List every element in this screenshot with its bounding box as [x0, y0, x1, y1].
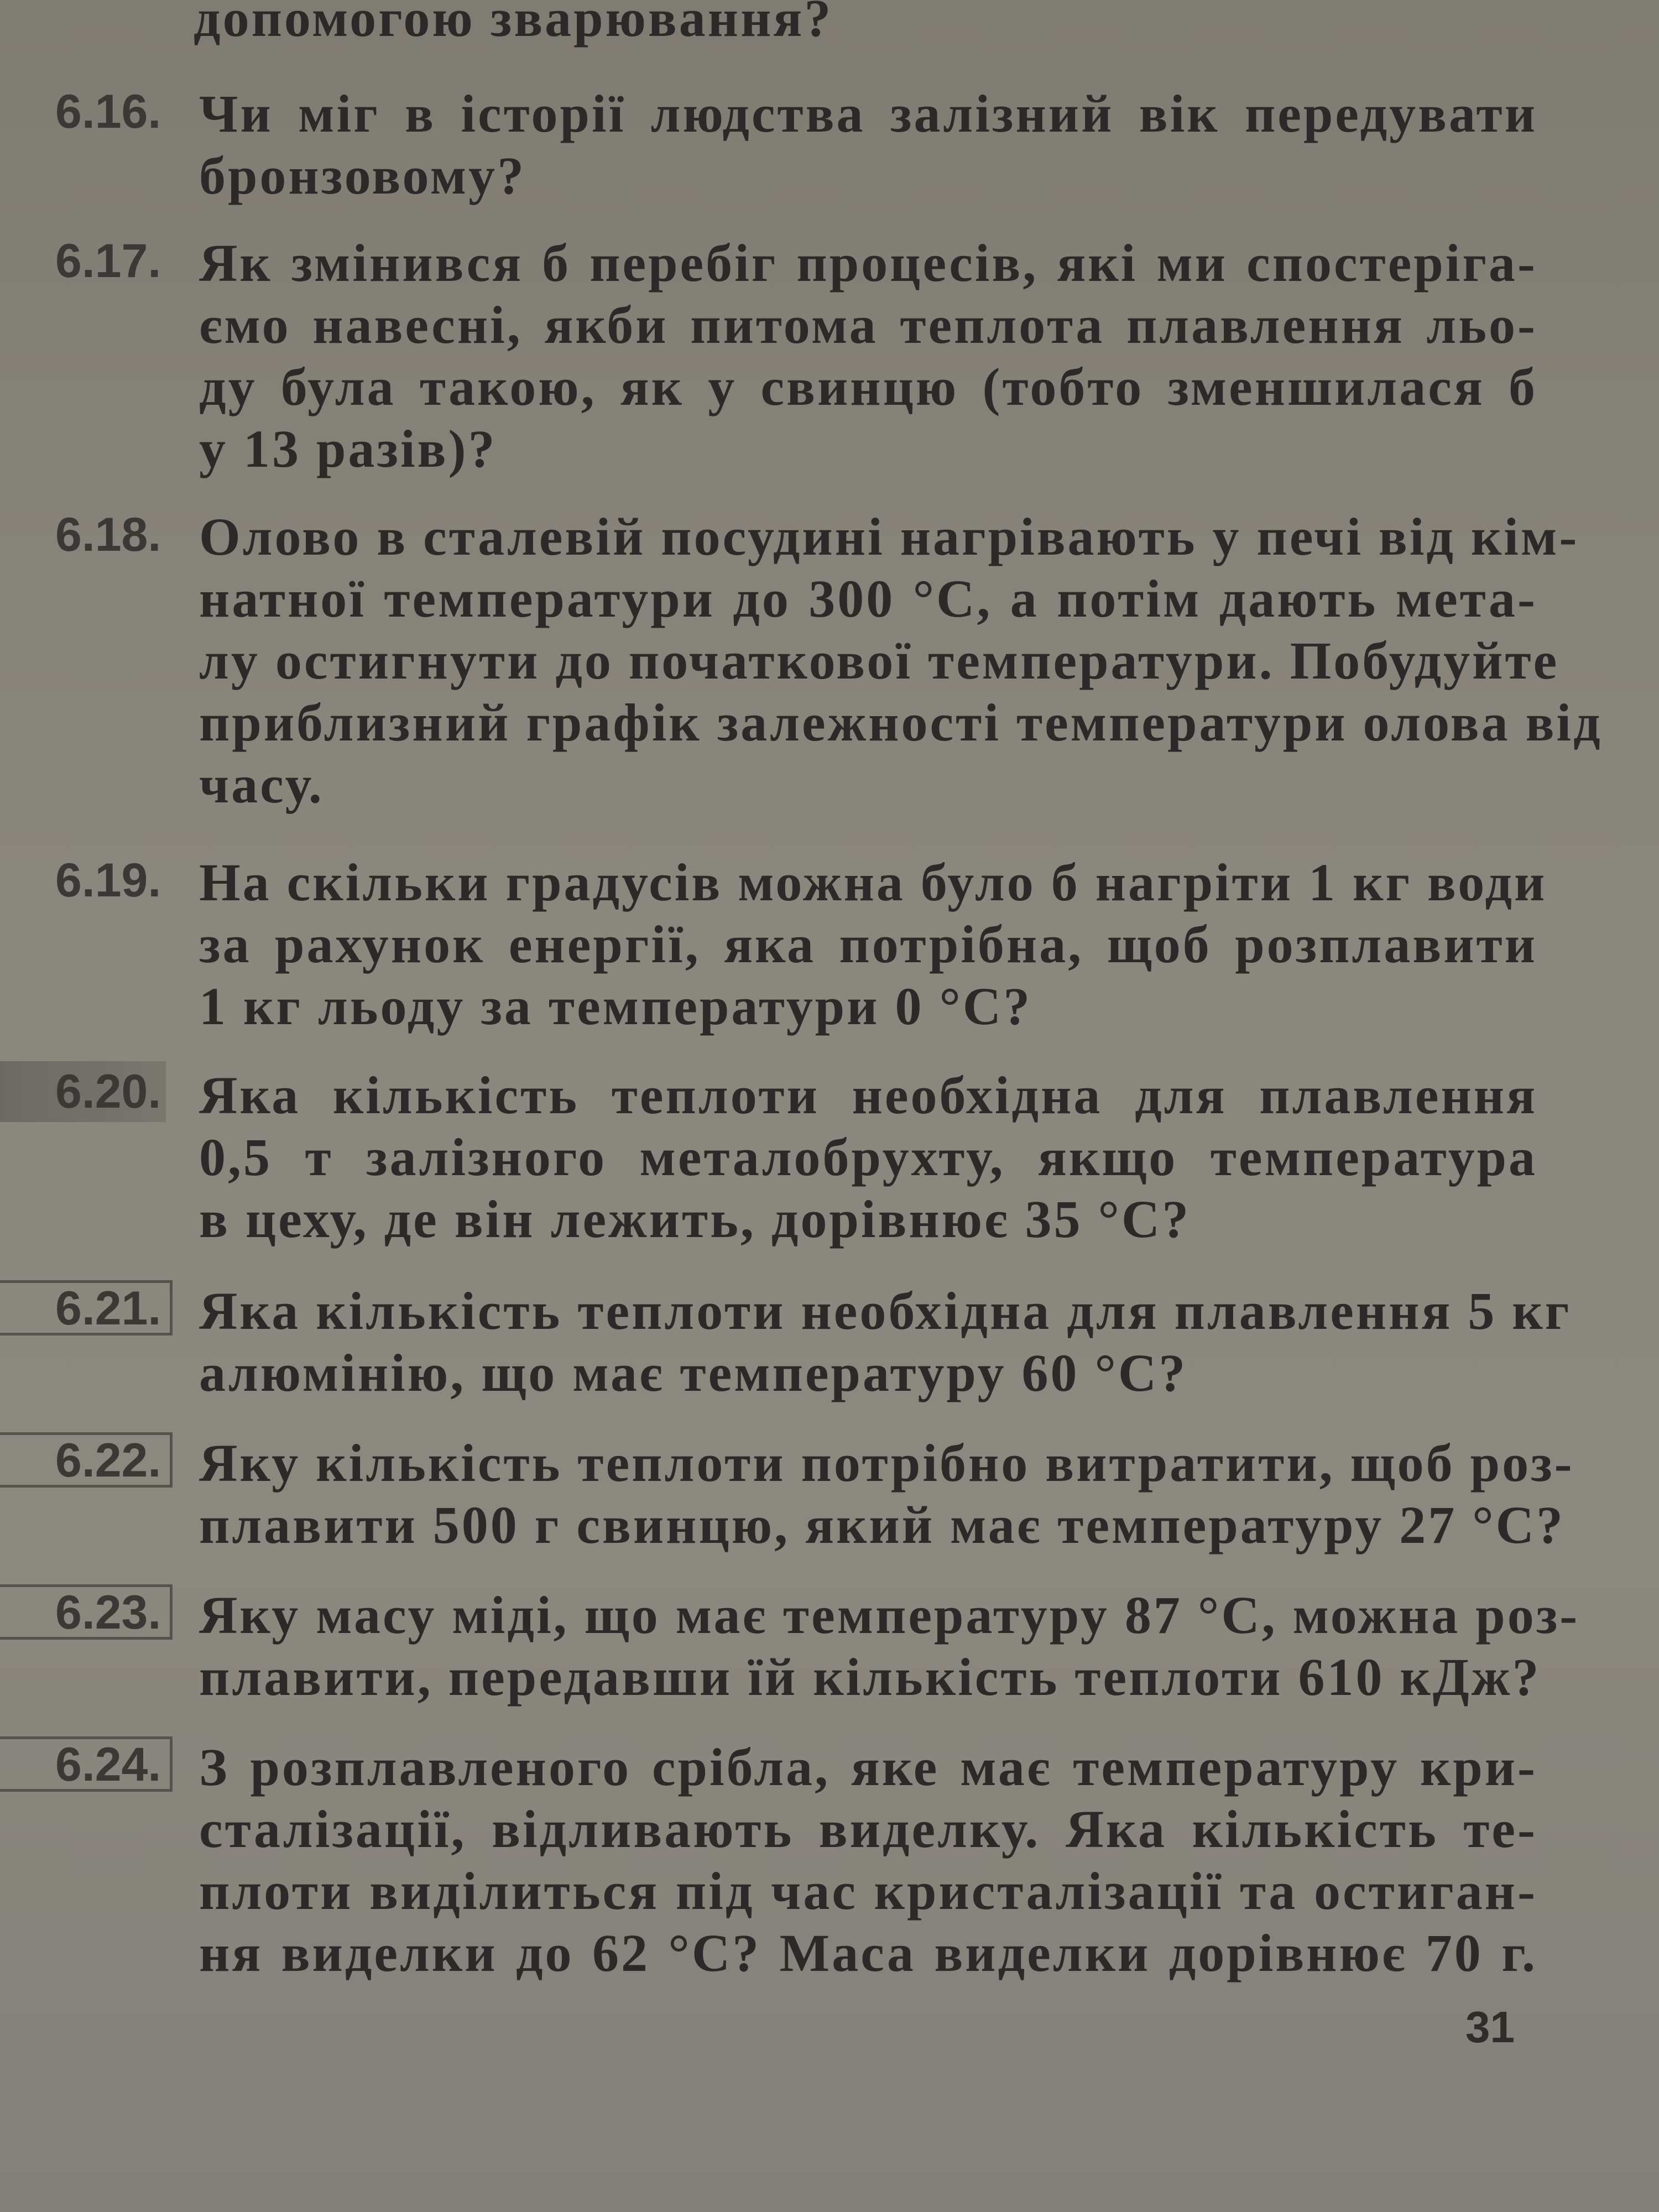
problem-text [199, 1736, 1537, 1984]
problem-line: плоти виділиться під час кристалізації та остиган- [199, 1861, 1537, 1921]
problem-line: плавити 500 г свинцю, який має температуру 27 °С? [199, 1495, 1565, 1554]
problem-text [199, 852, 1547, 1037]
problem-text [199, 1065, 1537, 1250]
problem-number: 6.16. [55, 85, 161, 138]
problem-text [199, 83, 1537, 207]
problem-number: 6.17. [55, 234, 161, 288]
problem-line: сталізації, відливають виделку. Яка кількість те- [199, 1799, 1537, 1859]
problem-line: ня виделки до 62 °С? Маса виделки дорівнює 70 г. [199, 1923, 1537, 1983]
problem-line: З розплавленого срібла, яке має температуру кри- [199, 1738, 1537, 1797]
previous-problem-fragment: допомогою зварювання? [194, 0, 833, 48]
problem-number-boxed: 6.22. [0, 1432, 173, 1488]
problem-text [199, 232, 1537, 480]
problem-number-boxed: 6.24. [0, 1736, 173, 1792]
problem-line: Яка кількість теплоти необхідна для плавлення 5 кг [199, 1281, 1572, 1340]
problem-text [199, 1584, 1580, 1708]
problem-line: Яку кількість теплоти потрібно витратити, щоб роз- [199, 1433, 1574, 1493]
problem-line: у 13 разів)? [199, 419, 497, 478]
problem-line: 0,5 т залізного металобрухту, якщо температура [199, 1128, 1537, 1187]
page-number: 31 [1465, 2002, 1515, 2052]
problem-line: ємо навесні, якби питома теплота плавлення льо- [199, 295, 1537, 354]
problem-line: натної температури до 300 °С, а потім дають мета- [199, 569, 1537, 628]
problem-number-boxed: 6.23. [0, 1584, 173, 1640]
problem-line: Яка кількість теплоти необхідна для плавлення [199, 1066, 1537, 1125]
problem-line: Чи міг в історії людства залізний вік передувати [199, 84, 1537, 143]
problem-number: 6.18. [55, 508, 161, 561]
problem-number-boxed: 6.21. [0, 1280, 173, 1335]
problem-line: Олово в сталевій посудині нагрівають у печі від кім- [199, 507, 1579, 566]
problem-line: Як змінився б перебіг процесів, які ми спостеріга- [199, 233, 1537, 293]
problem-line: приблизний графік залежності температури олова від [199, 693, 1603, 752]
problem-line: в цеху, де він лежить, дорівнює 35 °С? [199, 1190, 1191, 1249]
problem-line: бронзовому? [199, 146, 526, 205]
problem-line: На скільки градусів можна було б нагріти 1 кг води [199, 853, 1547, 912]
problem-line: ду була такою, як у свинцю (тобто зменшилася б [199, 357, 1537, 416]
problem-line: лу остигнути до початкової температури. Побудуйте [199, 631, 1559, 690]
problem-text [199, 1280, 1572, 1404]
problem-number: 6.19. [55, 854, 161, 907]
problem-line: Яку масу міді, що має температуру 87 °С, можна роз- [199, 1585, 1580, 1645]
problem-text [199, 1432, 1574, 1556]
problem-line: плавити, передавши їй кількість теплоти 610 кДж? [199, 1647, 1541, 1707]
problem-line: алюмінію, що має температуру 60 °С? [199, 1343, 1188, 1402]
problem-text [199, 506, 1603, 816]
problem-number-shaded: 6.20. [0, 1061, 166, 1122]
problem-line: 1 кг льоду за температури 0 °С? [199, 977, 1032, 1036]
problem-line: часу. [199, 755, 324, 814]
problem-line: за рахунок енергії, яка потрібна, щоб розплавити [199, 915, 1537, 974]
